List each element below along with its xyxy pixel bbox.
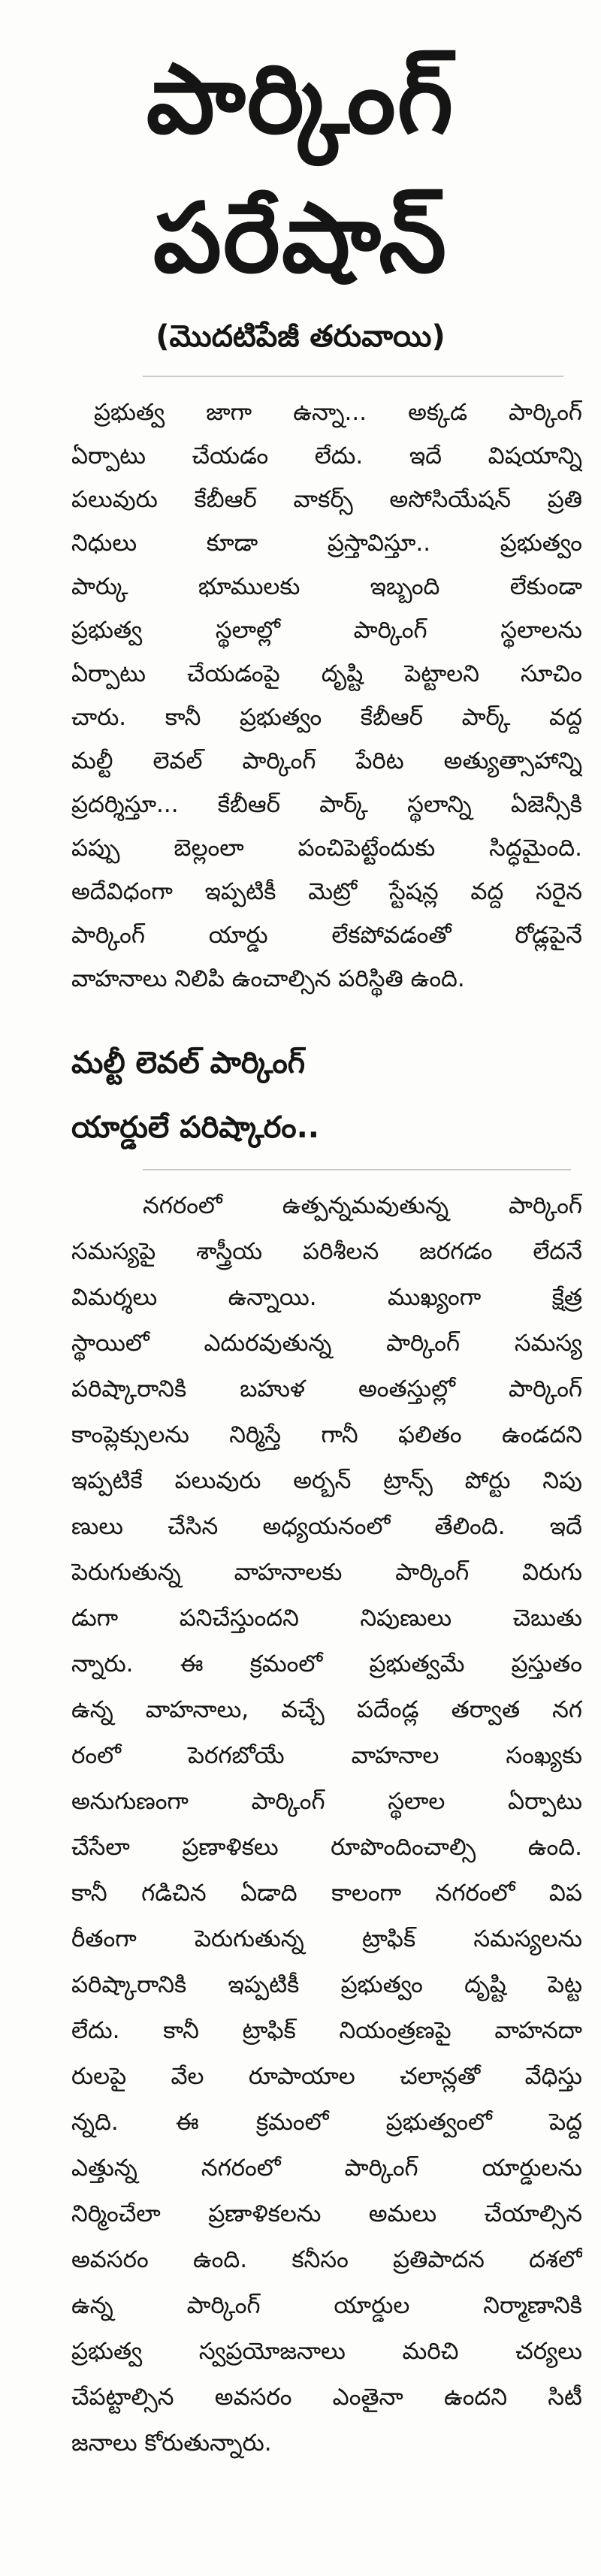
paragraph-1-line: అదేవిధంగా ఇప్పటికీ మెట్రో స్టేషన్ల వద్ద సరైన <box>71 878 582 905</box>
paragraph-2 <box>71 1183 582 2466</box>
paragraph-2-line: పరిష్కారానికి బహుళ అంతస్తుల్లో పార్కింగ్ <box>71 1376 582 1403</box>
divider-rule <box>143 376 563 377</box>
continued-from-front-page-note: (మొదటిపేజీ తరువాయి) <box>156 319 445 354</box>
paragraph-1-line: పార్కు భూములకు ఇబ్బంది లేకుండా <box>71 573 582 600</box>
paragraph-2-line: డుగా పనిచేస్తుందని నిపుణులు చెబుతు <box>71 1605 582 1632</box>
paragraph-1-line: చారు. కానీ ప్రభుత్వం కేబీఆర్ పార్క్ వద్ద <box>71 704 582 731</box>
paragraph-2-line: నిర్మించేలా ప్రణాళికలను అమలు చేయాల్సిన <box>71 2200 582 2227</box>
paragraph-2-line: కానీ గడిచిన ఏడాది కాలంగా నగరంలో విప <box>71 1880 582 1907</box>
paragraph-2-line: విమర్శలు ఉన్నాయి. ముఖ్యంగా క్షేత్ర <box>71 1284 582 1311</box>
paragraph-2-line: రులపై వేల రూపాయాల చలాన్లతో వేధిస్తు <box>71 2063 582 2090</box>
paragraph-2-line: పెరుగుతున్న వాహనాలకు పార్కింగ్ విరుగు <box>71 1559 582 1586</box>
paragraph-1-line: మల్టీ లెవల్ పార్కింగ్ పేరిట అత్యుత్సాహాన్ని <box>71 747 582 775</box>
paragraph-2-line: పరిష్కారానికి ఇప్పటికీ ప్రభుత్వం దృష్టి పెట్ట <box>71 1971 582 1998</box>
paragraph-1-line: పప్పు బెల్లంలా పంచిపెట్టేందుకు సిద్ధమైంది. <box>71 835 582 862</box>
paragraph-2-line: ఎత్తున్న నగరంలో పార్కింగ్ యార్డులను <box>71 2155 582 2182</box>
paragraph-2-line: అవసరం ఉంది. కనీసం ప్రతిపాదన దశలో <box>71 2246 582 2273</box>
paragraph-2-line: జనాలు కోరుతున్నారు. <box>71 2430 272 2457</box>
paragraph-2-line: అనుగుణంగా పార్కింగ్ స్థలాల ఏర్పాటు <box>71 1788 582 1815</box>
paragraph-2-line: రంలో పెరగబోయే వాహనాల సంఖ్యకు <box>71 1742 582 1769</box>
paragraph-1-line: పార్కింగ్ యార్డు లేకపోవడంతో రోడ్లపైనే <box>71 922 582 949</box>
paragraph-1-line: ఏర్పాటు చేయడంపై దృష్టి పెట్టాలని సూచిం <box>71 660 582 687</box>
paragraph-1-line: వాహనాలు నిలిపి ఉంచాల్సిన పరిస్థితి ఉంది. <box>71 965 465 992</box>
paragraph-1-line: నిధులు కూడా ప్రస్తావిస్తూ.. ప్రభుత్వం <box>71 530 582 557</box>
headline <box>0 30 601 308</box>
paragraph-1-line: పలువురు కేబీఆర్ వాకర్స్ అసోసియేషన్ ప్రతి <box>71 486 582 513</box>
headline-line-1: పార్కింగ్ <box>146 44 455 156</box>
divider-rule <box>143 1169 571 1170</box>
paragraph-1 <box>71 391 582 1001</box>
paragraph-2-line: చేసేలా ప్రణాళికలు రూపొందించాల్సి ఉంది. <box>71 1834 582 1861</box>
paragraph-1-line: ప్రభుత్వ స్థలాల్లో పార్కింగ్ స్థలాలను <box>71 617 582 644</box>
paragraph-1-line: ఏర్పాటు చేయడం లేదు. ఇదే విషయాన్ని <box>71 442 582 470</box>
paragraph-2-line: న్నారు. ఈ క్రమంలో ప్రభుత్వమే ప్రస్తుతం <box>71 1650 582 1678</box>
paragraph-2-line: సమస్యపై శాస్త్రీయ పరిశీలన జరగడం లేదనే <box>71 1238 582 1265</box>
paragraph-2-line: న్నది. ఈ క్రమంలో ప్రభుత్వంలో పెద్ద <box>71 2109 582 2136</box>
subheading <box>71 1031 582 1160</box>
subheading-line-2: యార్డులే పరిష్కారం.. <box>71 1110 319 1145</box>
paragraph-2-line: స్థాయిలో ఎదురవుతున్న పార్కింగ్ సమస్య <box>71 1330 582 1357</box>
paragraph-2-line: ఉన్న పార్కింగ్ యార్డుల నిర్మాణానికి <box>71 2292 582 2319</box>
paragraph-2-line: చేపట్టాల్సిన అవసరం ఎంతైనా ఉందని సిటీ <box>71 2384 582 2411</box>
paragraph-2-line: ఉన్న వాహనాలు, వచ్చే పదేండ్ల తర్వాత నగ <box>71 1696 582 1723</box>
paragraph-2-line: ఇప్పటికే పలువురు అర్బన్ ట్రాన్స్ పోర్టు నిపు <box>71 1467 582 1494</box>
paragraph-2-line: ప్రభుత్వ స్వప్రయోజనాలు మరిచి చర్యలు <box>71 2338 582 2365</box>
paragraph-1-line: ప్రభుత్వ జాగా ఉన్నా... అక్కడ పార్కింగ్ <box>94 399 582 426</box>
paragraph-1-line: ప్రదర్శిస్తూ... కేబీఆర్ పార్క్ స్థలాన్ని ఏజెన్సీకి <box>71 791 582 818</box>
headline-line-2: పరేషాన్ <box>153 183 448 294</box>
paragraph-2-line: కాంప్లెక్సులను నిర్మిస్తే గానీ ఫలితం ఉండదని <box>71 1421 582 1448</box>
paragraph-2-line: ణులు చేసిన అధ్యయనంలో తేలింది. ఇదే <box>71 1513 582 1540</box>
subheading-line-1: మల్టీ లెవల్ పార్కింగ్ <box>71 1046 306 1080</box>
paragraph-2-line: రీతంగా పెరుగుతున్న ట్రాఫిక్ సమస్యలను <box>71 1925 582 1952</box>
paragraph-2-line: లేదు. కానీ ట్రాఫిక్ నియంత్రణపై వాహనదా <box>71 2017 582 2044</box>
paragraph-2-line: నగరంలో ఉత్పన్నమవుతున్న పార్కింగ్ <box>143 1192 582 1219</box>
